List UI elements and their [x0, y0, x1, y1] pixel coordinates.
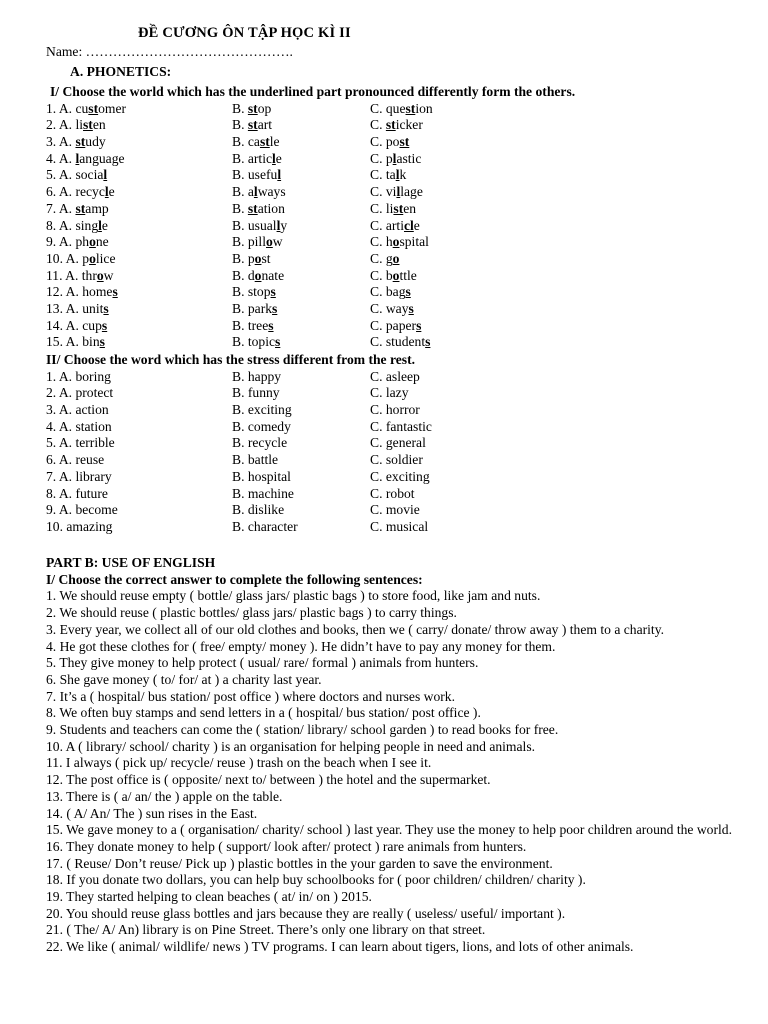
option-a: 8. A. future	[46, 485, 108, 501]
option-a: 1. A. customer	[46, 100, 127, 116]
option-c: C. movie	[370, 502, 420, 518]
underlined-letters: s	[101, 317, 108, 333]
option-c: C. lazy	[370, 385, 409, 401]
option-b: B. article	[232, 150, 282, 166]
option-a: 11. A. throw	[46, 267, 114, 283]
sentence-item: 14. ( A/ An/ The ) sun rises in the East.	[46, 805, 258, 821]
sentence-item: 3. Every year, we collect all of our old clothes and books, then we ( carry/ donate/ throw away ) them to a charity.	[46, 621, 665, 637]
underlined-letters: st	[405, 100, 416, 116]
underlined-letters: o	[89, 250, 96, 266]
option-b: B. always	[232, 184, 286, 200]
option-b: B. comedy	[232, 418, 291, 434]
sentence-item: 11. I always ( pick up/ recycle/ reuse ) trash on the beach when I see it.	[46, 755, 432, 771]
option-b: B. dislike	[232, 502, 285, 518]
option-c: C. ways	[370, 300, 414, 316]
option-a: 6. A. recycle	[46, 184, 115, 200]
phonetics-part-1-heading: I/ Choose the world which has the underlined part pronounced differently form the others.	[50, 84, 576, 99]
stress-row	[46, 435, 740, 452]
underlined-letters: s	[416, 317, 422, 333]
option-b: B. stops	[232, 284, 276, 300]
option-c: C. sticker	[370, 117, 423, 133]
underlined-letters: l	[75, 150, 80, 166]
underlined-letters: st	[75, 134, 86, 150]
underlined-letters: o	[254, 267, 262, 283]
part-b	[46, 555, 740, 956]
underlined-letters: l	[272, 150, 276, 166]
underlined-letters: s	[405, 284, 411, 300]
phonetics-part-1-list	[46, 101, 740, 351]
underlined-letters: cl	[403, 217, 414, 233]
phonetics-row	[46, 251, 740, 268]
underlined-letters: s	[408, 300, 414, 316]
option-b: B. exciting	[232, 402, 292, 418]
underlined-letters: s	[272, 300, 278, 316]
option-b: B. donate	[232, 267, 285, 283]
sentence-item: 12. The post office is ( opposite/ next to/ between ) the hotel and the supermarket.	[46, 772, 491, 788]
phonetics-row	[46, 334, 740, 351]
phonetics-row	[46, 284, 740, 301]
option-c: C. go	[370, 250, 400, 266]
option-b: B. funny	[232, 385, 280, 401]
option-b: B. topics	[232, 334, 281, 350]
option-b: B. castle	[232, 134, 280, 150]
document-title: ĐỀ CƯƠNG ÔN TẬP HỌC KÌ II	[138, 25, 351, 41]
option-b: B. post	[232, 250, 271, 266]
phonetics-part-2-heading: II/ Choose the word which has the stress different from the rest.	[46, 352, 416, 367]
option-a: 5. A. terrible	[46, 435, 115, 451]
phonetics-row	[46, 184, 740, 201]
underlined-letters: st	[88, 100, 99, 116]
stress-row	[46, 519, 740, 536]
sentence-item: 4. He got these clothes for ( free/ empty/ money ). He didn’t have to pay any money for them.	[46, 638, 556, 654]
option-c: C. exciting	[370, 468, 430, 484]
option-a: 4. A. station	[46, 418, 112, 434]
option-a: 3. A. action	[46, 402, 109, 418]
underlined-letters: st	[399, 134, 410, 150]
option-b: B. trees	[232, 317, 274, 333]
underlined-letters: l	[98, 217, 102, 233]
option-c: C. question	[370, 100, 433, 116]
option-a: 15. A. bins	[46, 334, 105, 350]
option-a: 2. A. protect	[46, 385, 114, 401]
option-b: B. station	[232, 200, 285, 216]
sentence-item: 6. She gave money ( to/ for/ at ) a charity last year.	[46, 671, 322, 687]
phonetics-row	[46, 268, 740, 285]
sentence-item: 7. It’s a ( hospital/ bus station/ post office ) where doctors and nurses work.	[46, 688, 455, 704]
stress-row	[46, 369, 740, 386]
stress-row	[46, 486, 740, 503]
underlined-letters: l	[396, 184, 401, 200]
option-b: B. character	[232, 518, 298, 534]
option-a: 2. A. listen	[46, 117, 106, 133]
option-a: 9. A. phone	[46, 234, 109, 250]
option-b: B. start	[232, 117, 273, 133]
underlined-letters: l	[276, 217, 281, 233]
phonetics-row	[46, 301, 740, 318]
option-c: C. papers	[370, 317, 422, 333]
option-b: B. pillow	[232, 234, 283, 250]
option-c: C. asleep	[370, 368, 420, 384]
option-c: C. talk	[370, 167, 407, 183]
underlined-letters: l	[395, 167, 400, 183]
underlined-letters: l	[253, 184, 258, 200]
option-c: C. post	[370, 134, 410, 150]
phonetics-row	[46, 234, 740, 251]
stress-row	[46, 402, 740, 419]
part-b-heading: PART B: USE OF ENGLISH	[46, 555, 216, 570]
option-c: C. bottle	[370, 267, 417, 283]
sentence-item: 10. A ( library/ school/ charity ) is an organisation for helping people in need and animals.	[46, 738, 536, 754]
option-a: 12. A. homes	[46, 284, 118, 300]
section-a-heading: A. PHONETICS:	[70, 64, 172, 79]
underlined-letters: st	[247, 117, 258, 133]
underlined-letters: o	[266, 234, 273, 250]
sentence-item: 22. We like ( animal/ wildlife/ news ) TV programs. I can learn about tigers, lions, and lots of other animals.	[46, 939, 634, 955]
option-c: C. plastic	[370, 150, 422, 166]
underlined-letters: s	[112, 284, 118, 300]
underlined-letters: o	[392, 250, 400, 266]
option-c: C. general	[370, 435, 426, 451]
option-a: 10. amazing	[46, 518, 113, 534]
underlined-letters: st	[247, 200, 258, 216]
option-b: B. useful	[232, 167, 282, 183]
sentence-item: 2. We should reuse ( plastic bottles/ glass jars/ plastic bags ) to carry things.	[46, 605, 457, 621]
sentence-item: 1. We should reuse empty ( bottle/ glass jars/ plastic bags ) to store food, like jam and nuts.	[46, 588, 541, 604]
stress-row	[46, 452, 740, 469]
option-a: 13. A. units	[46, 300, 109, 316]
phonetics-row	[46, 101, 740, 118]
underlined-letters: s	[425, 334, 431, 350]
sentence-item: 9. Students and teachers can come the ( station/ library/ school garden ) to read books for free.	[46, 722, 559, 738]
option-a: 9. A. become	[46, 502, 118, 518]
option-c: C. hospital	[370, 234, 429, 250]
underlined-letters: s	[268, 317, 274, 333]
phonetics-part-2	[46, 352, 740, 536]
underlined-letters: o	[392, 234, 400, 250]
option-a: 10. A. police	[46, 250, 116, 266]
underlined-letters: st	[83, 117, 93, 133]
sentence-item: 21. ( The/ A/ An) library is on Pine Street. There’s only one library on that street.	[46, 922, 486, 938]
sentence-item: 8. We often buy stamps and send letters in a ( hospital/ bus station/ post office ).	[46, 705, 481, 721]
underlined-letters: s	[103, 300, 109, 316]
phonetics-row	[46, 318, 740, 335]
sentence-item: 15. We gave money to a ( organisation/ charity/ school ) last year. They use the money to help poor children around the world.	[46, 822, 732, 838]
option-b: B. machine	[232, 485, 294, 501]
option-c: C. fantastic	[370, 418, 432, 434]
phonetics-row	[46, 134, 740, 151]
option-c: C. village	[370, 184, 423, 200]
phonetics-row	[46, 218, 740, 235]
option-c: C. bags	[370, 284, 411, 300]
sentence-item: 17. ( Reuse/ Don’t reuse/ Pick up ) plastic bottles in the your garden to save the environment.	[46, 855, 553, 871]
option-a: 1. A. boring	[46, 368, 111, 384]
option-b: B. hospital	[232, 468, 291, 484]
use-of-english-1-heading: I/ Choose the correct answer to complete the following sentences:	[46, 571, 423, 587]
option-c: C. musical	[370, 518, 429, 534]
name-field-label: Name: ……………………………………….	[46, 44, 293, 59]
option-b: B. stop	[232, 100, 272, 116]
underlined-letters: l	[277, 167, 282, 183]
stress-row	[46, 419, 740, 436]
option-b: B. recycle	[232, 435, 288, 451]
option-a: 7. A. library	[46, 468, 112, 484]
underlined-letters: st	[393, 200, 404, 216]
option-a: 6. A. reuse	[46, 452, 105, 468]
phonetics-row	[46, 151, 740, 168]
underlined-letters: l	[103, 167, 108, 183]
underlined-letters: st	[385, 117, 396, 133]
option-a: 7. A. stamp	[46, 200, 109, 216]
stress-row	[46, 385, 740, 402]
underlined-letters: s	[275, 334, 281, 350]
underlined-letters: o	[89, 234, 96, 250]
option-a: 14. A. cups	[46, 317, 108, 333]
option-a: 4. A. language	[46, 150, 125, 166]
sentence-item: 19. They started helping to clean beaches ( at/ in/ on ) 2015.	[46, 889, 372, 905]
sentence-item: 16. They donate money to help ( support/ look after/ protect ) rare animals from hunters.	[46, 838, 527, 854]
underlined-letters: o	[96, 267, 104, 283]
phonetics-row	[46, 201, 740, 218]
option-c: C. listen	[370, 200, 417, 216]
phonetics-part-2-list	[46, 369, 740, 536]
phonetics-row	[46, 167, 740, 184]
sentence-list	[46, 588, 740, 955]
option-c: C. robot	[370, 485, 415, 501]
underlined-letters: o	[254, 250, 262, 266]
sentence-item: 5. They give money to help protect ( usual/ rare/ formal ) animals from hunters.	[46, 655, 479, 671]
option-c: C. article	[370, 217, 420, 233]
option-b: B. happy	[232, 368, 282, 384]
underlined-letters: s	[270, 284, 276, 300]
option-a: 3. A. study	[46, 134, 106, 150]
option-c: C. soldier	[370, 452, 423, 468]
stress-row	[46, 502, 740, 519]
sentence-item: 18. If you donate two dollars, you can help buy schoolbooks for ( poor children/ children/ charity ).	[46, 872, 586, 888]
underlined-letters: l	[104, 184, 109, 200]
underlined-letters: l	[392, 150, 397, 166]
sentence-item: 13. There is ( a/ an/ the ) apple on the table.	[46, 788, 283, 804]
option-c: C. horror	[370, 402, 420, 418]
underlined-letters: s	[99, 334, 105, 350]
underlined-letters: st	[247, 100, 258, 116]
option-c: C. students	[370, 334, 431, 350]
option-b: B. battle	[232, 452, 279, 468]
phonetics-row	[46, 117, 740, 134]
underlined-letters: st	[75, 200, 86, 216]
option-b: B. usually	[232, 217, 288, 233]
phonetics-part-1	[46, 84, 740, 351]
option-a: 8. A. single	[46, 217, 108, 233]
underlined-letters: st	[259, 134, 270, 150]
option-a: 5. A. social	[46, 167, 108, 183]
stress-row	[46, 469, 740, 486]
option-b: B. parks	[232, 300, 278, 316]
sentence-item: 20. You should reuse glass bottles and jars because they are really ( useless/ useful/ important ).	[46, 905, 566, 921]
underlined-letters: o	[392, 267, 400, 283]
